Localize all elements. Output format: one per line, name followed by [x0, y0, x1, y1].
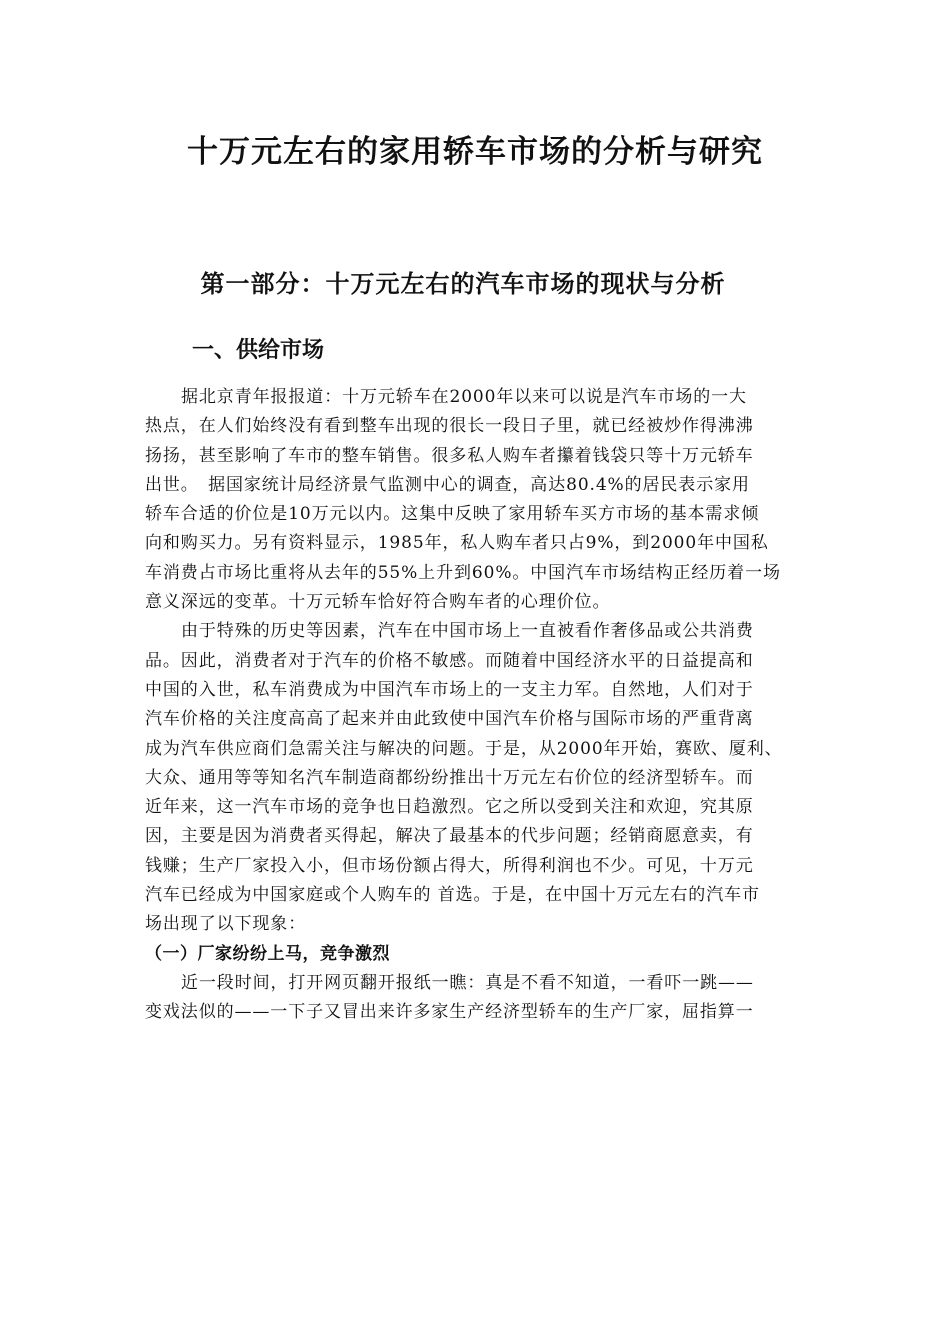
text-line: 汽车价格的关注度高高了起来并由此致使中国汽车价格与国际市场的严重背离 — [145, 709, 754, 730]
body-text — [145, 383, 820, 1028]
text-line: 因，主要是因为消费者买得起，解决了最基本的代步问题；经销商愿意卖，有 — [145, 826, 754, 847]
subsection-heading: （一）厂家纷纷上马，竞争激烈 — [145, 943, 390, 964]
text-line: 出世。 据国家统计局经济景气监测中心的调查，高达80.4%的居民表示家用 — [145, 474, 750, 495]
text-line: 汽车已经成为中国家庭或个人购车的 首选。于是，在中国十万元左右的汽车市 — [145, 885, 760, 906]
text-line: 由于特殊的历史等因素，汽车在中国市场上一直被看作奢侈品或公共消费 — [181, 621, 754, 642]
text-line: 据北京青年报报道：十万元轿车在2000年以来可以说是汽车市场的一大 — [181, 387, 747, 407]
text-line: 中国的入世，私车消费成为中国汽车市场上的一支主力军。自然地，人们对于 — [145, 679, 754, 700]
document-title: 十万元左右的家用轿车市场的分析与研究 — [187, 134, 763, 170]
text-line: 品。因此，消费者对于汽车的价格不敏感。而随着中国经济水平的日益提高和 — [145, 650, 754, 671]
part-heading: 第一部分：十万元左右的汽车市场的现状与分析 — [200, 269, 726, 298]
text-line: 近年来，这一汽车市场的竞争也日趋激烈。它之所以受到关注和欢迎，究其原 — [145, 797, 754, 818]
text-line: 大众、通用等等知名汽车制造商都纷纷推出十万元左右价位的经济型轿车。而 — [145, 767, 754, 788]
text-line: 成为汽车供应商们急需关注与解决的问题。于是，从2000年开始，赛欧、厦利、 — [145, 738, 783, 759]
text-line: 钱赚；生产厂家投入小，但市场份额占得大，所得利润也不少。可见，十万元 — [145, 855, 754, 876]
text-line: 热点，在人们始终没有看到整车出现的很长一段日子里，就已经被炒作得沸沸 — [145, 416, 754, 437]
text-line: 变戏法似的——一下子又冒出来许多家生产经济型轿车的生产厂家，屈指算一 — [145, 1002, 754, 1023]
text-line: 近一段时间，打开网页翻开报纸一瞧：真是不看不知道，一看吓一跳—— — [181, 972, 754, 993]
text-line: 车消费占市场比重将从去年的55%上升到60%。中国汽车市场结构正经历着一场 — [145, 562, 781, 583]
text-line: 意义深远的变革。十万元轿车恰好符合购车者的心理价位。 — [145, 592, 611, 613]
text-line: 轿车合适的价位是10万元以内。这集中反映了家用轿车买方市场的基本需求倾 — [145, 504, 760, 525]
text-line: 场出现了以下现象： — [145, 914, 307, 935]
section-heading: 一、供给市场 — [192, 337, 325, 363]
text-line: 扬扬，甚至影响了车市的整车销售。很多私人购车者攥着钱袋只等十万元轿车 — [145, 445, 754, 466]
text-line: 向和购买力。另有资料显示，1985年，私人购车者只占9%，到2000年中国私 — [145, 533, 769, 554]
